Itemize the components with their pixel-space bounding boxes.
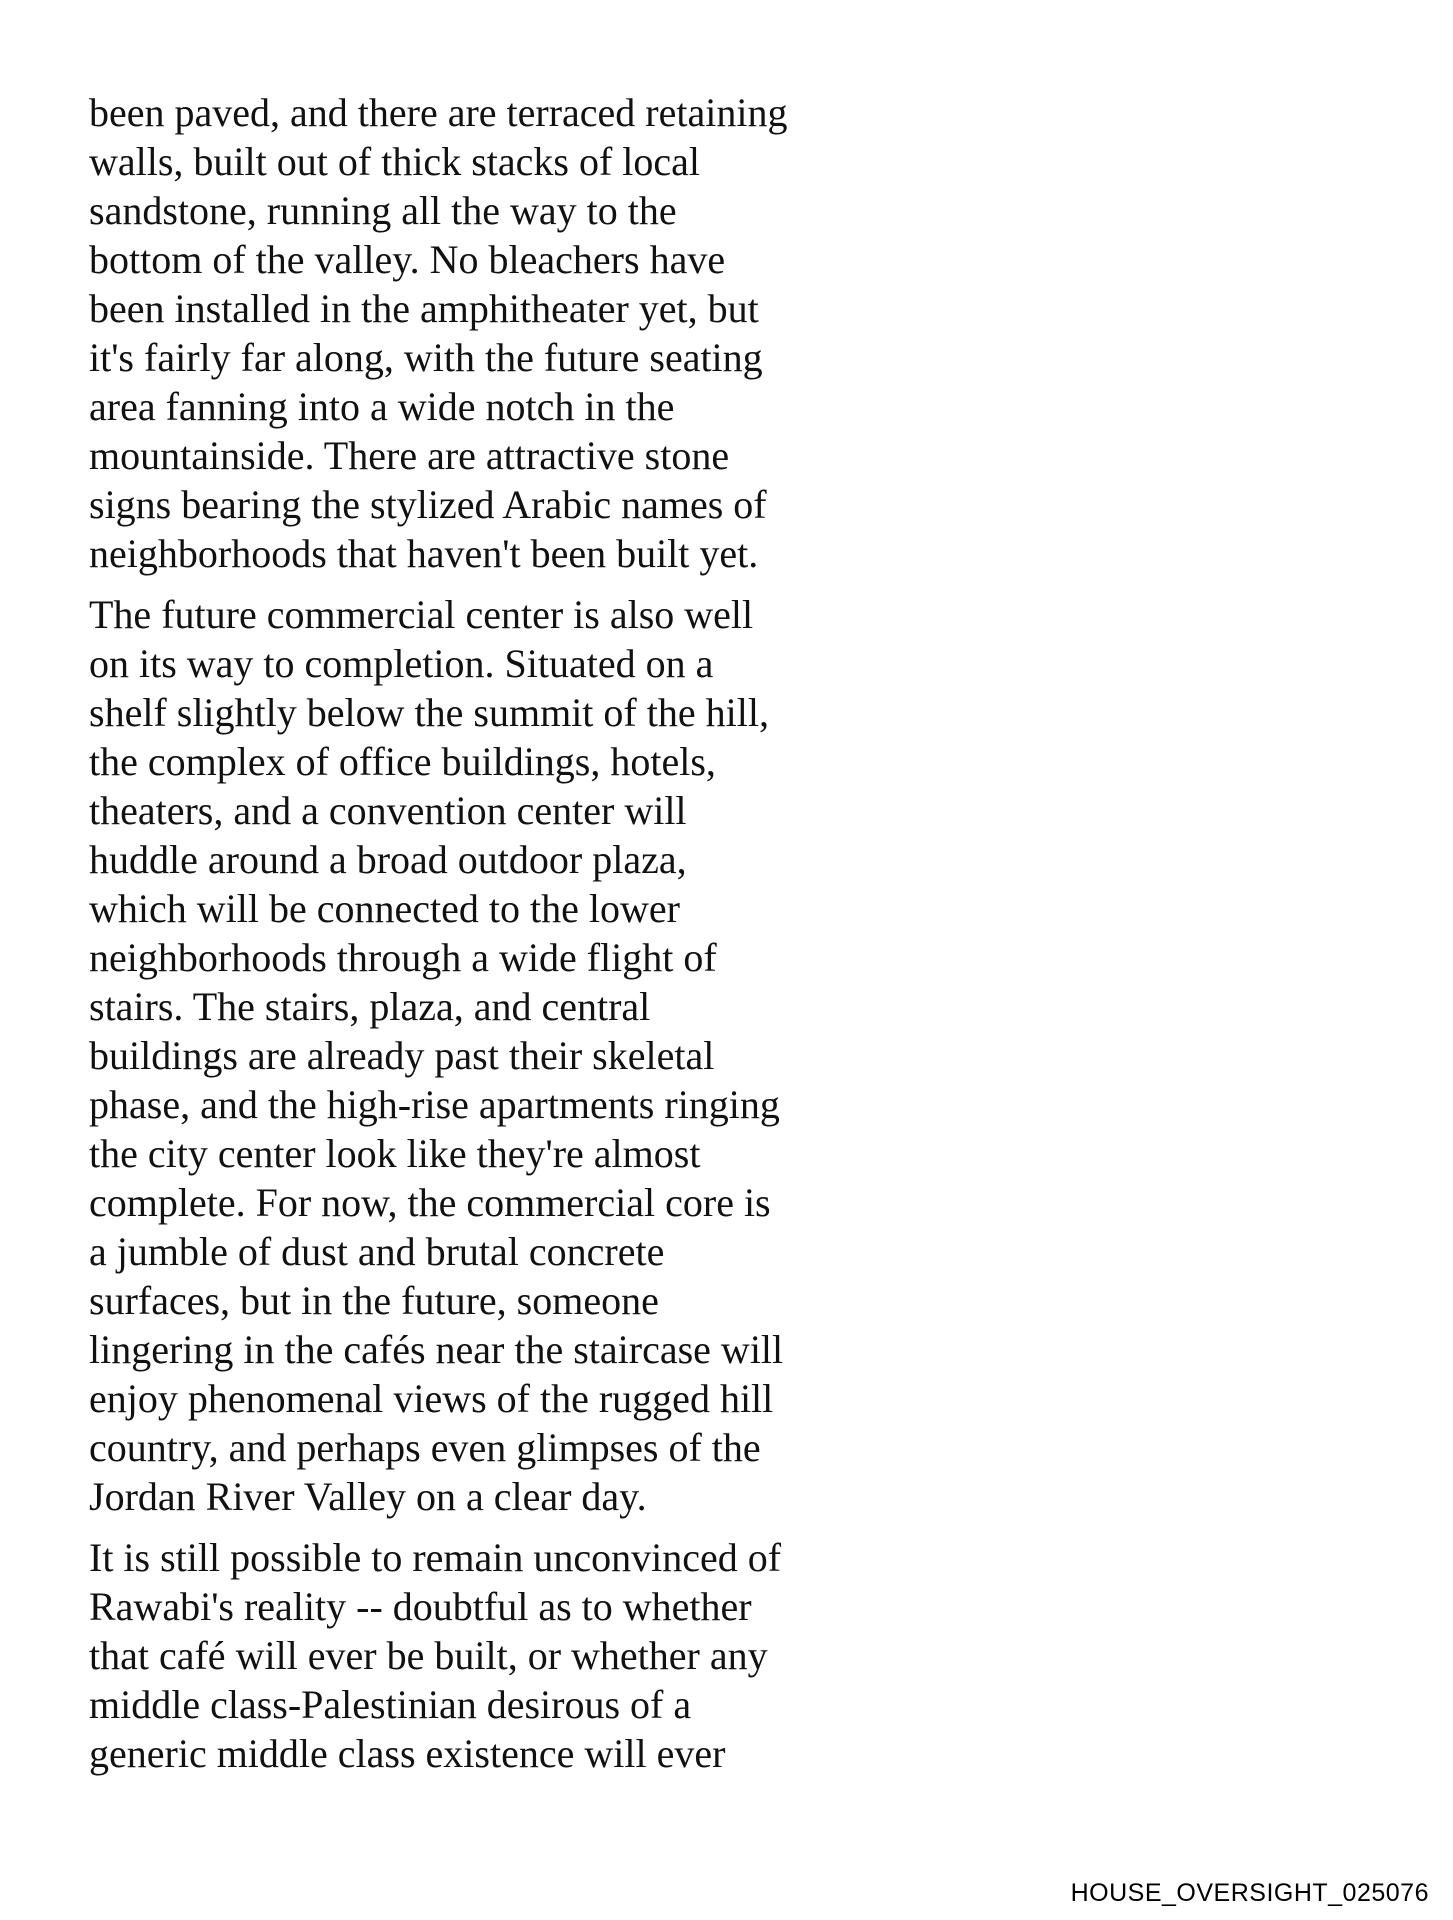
text-line: signs bearing the stylized Arabic names of — [89, 482, 767, 527]
text-line: bottom of the valley. No bleachers have — [89, 237, 726, 282]
text-line: lingering in the cafés near the staircase will — [89, 1327, 784, 1372]
text-line: Jordan River Valley on a clear day. — [89, 1474, 647, 1519]
text-line: on its way to completion. Situated on a — [89, 641, 714, 686]
text-line: which will be connected to the lower — [89, 886, 680, 931]
text-line: It is still possible to remain unconvinced of — [89, 1535, 782, 1580]
text-line: huddle around a broad outdoor plaza, — [89, 837, 687, 882]
text-line: enjoy phenomenal views of the rugged hill — [89, 1376, 774, 1421]
text-line: buildings are already past their skeletal — [89, 1033, 715, 1078]
text-line: The future commercial center is also well — [89, 592, 754, 637]
text-line: mountainside. There are attractive stone — [89, 433, 730, 478]
paragraph-2 — [89, 590, 849, 1521]
text-line: the city center look like they're almost — [89, 1131, 701, 1176]
text-line: walls, built out of thick stacks of local — [89, 139, 700, 184]
text-line: middle class-Palestinian desirous of a — [89, 1682, 692, 1727]
text-line: a jumble of dust and brutal concrete — [89, 1229, 665, 1274]
text-line: been installed in the amphitheater yet, but — [89, 286, 759, 331]
text-line: neighborhoods that haven't been built yet. — [89, 531, 759, 576]
text-line: stairs. The stairs, plaza, and central — [89, 984, 651, 1029]
text-line: neighborhoods through a wide flight of — [89, 935, 717, 980]
text-line: complete. For now, the commercial core is — [89, 1180, 771, 1225]
text-line: surfaces, but in the future, someone — [89, 1278, 659, 1323]
text-line: it's fairly far along, with the future seating — [89, 335, 763, 380]
bates-stamp: HOUSE_OVERSIGHT_025076 — [1070, 1879, 1429, 1907]
text-line: country, and perhaps even glimpses of the — [89, 1425, 761, 1470]
text-line: that café will ever be built, or whether any — [89, 1633, 768, 1678]
text-line: theaters, and a convention center will — [89, 788, 687, 833]
text-line: been paved, and there are terraced retaining — [89, 90, 788, 135]
text-line: area fanning into a wide notch in the — [89, 384, 675, 429]
text-line: Rawabi's reality -- doubtful as to whether — [89, 1584, 752, 1629]
text-line: shelf slightly below the summit of the hill, — [89, 690, 769, 735]
paragraph-3 — [89, 1533, 849, 1778]
text-line: generic middle class existence will ever — [89, 1731, 726, 1776]
text-line: the complex of office buildings, hotels, — [89, 739, 716, 784]
body-text — [89, 88, 849, 1790]
text-line: phase, and the high-rise apartments ringing — [89, 1082, 780, 1127]
text-line: sandstone, running all the way to the — [89, 188, 677, 233]
paragraph-1 — [89, 88, 849, 578]
